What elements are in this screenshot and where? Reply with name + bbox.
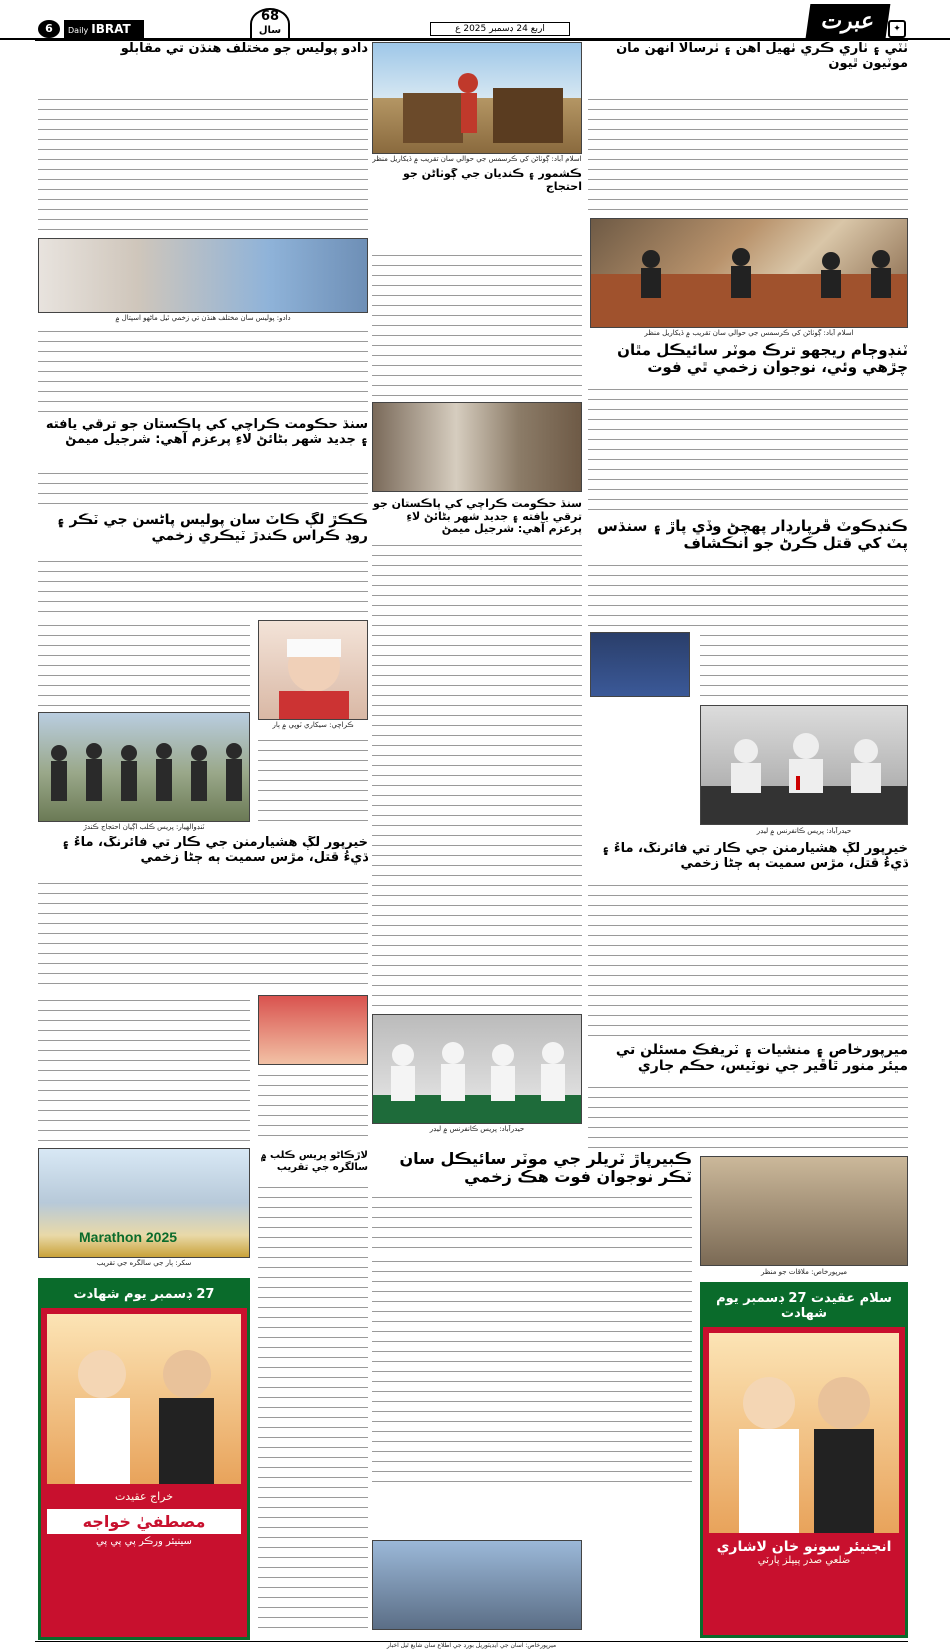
caption-meeting: اسلام آباد: ڳوٺاڻن کي ڪرسمس جي حوالي سان تقريب ۾ ڏيکاريل منظر <box>644 329 854 337</box>
article-text <box>372 1256 692 1486</box>
photo-child-figure <box>259 621 368 720</box>
headline-khairpur: خيرپور لڳ هشيارمنن جي ڪار تي فائرنگ، ماءُ ۽ ڌيءُ قتل، مڙس سميت ٻه ڄڻا زخمي <box>588 842 908 878</box>
photo-inside-house <box>372 402 582 492</box>
ad-right-title: سلام عقيدت 27 ڊسمبر يوم شهادت <box>703 1285 905 1327</box>
photo-press-conference <box>700 705 908 825</box>
ad-right-role: ضلعي صدر پيپلز پارٽي <box>757 1555 851 1566</box>
article-text <box>372 250 582 400</box>
caption-child: ڪراچي: سيکاري ٽوپي ۾ ٻار <box>272 721 354 729</box>
ad-right <box>700 1282 908 1638</box>
footer-text: ميرپورخاص: اسان جي ايڊيٽوريل بورڊ جي اطلاع سان شايع ٿيل اخبار <box>386 1642 557 1649</box>
dateline: اربع 24 ڊسمبر 2025 ع <box>430 22 570 36</box>
ad-right-figures <box>709 1333 899 1533</box>
photo-meeting <box>590 218 908 328</box>
ad-left-name: مصطفيٰ خواجه <box>47 1509 241 1534</box>
headline-middle-2: سنڌ حڪومت ڪراچي کي پاڪستان جو ترقي يافته ۽ جديد شهر بڻائڻ لاءِ پرعزم آهي: شرجيل ميمڻ <box>372 498 582 538</box>
article-text <box>38 556 368 616</box>
photo-crowd-tree <box>372 42 582 154</box>
issue-num-text: 68 <box>260 9 280 24</box>
caption-protest: ٽنڊوالهيار: پريس ڪلب اڳيان احتجاج ڪندڙ <box>83 823 205 831</box>
ad-left-role: سينيئر ورڪر پي پي پي <box>96 1536 192 1547</box>
article-text <box>700 630 908 700</box>
article-text <box>38 326 368 416</box>
photo-marathon <box>38 1148 250 1258</box>
ad-left-portrait <box>47 1314 241 1484</box>
headline-small-1: لاڙڪاڻو پريس ڪلب ۾ سالگره جي تقريب <box>258 1150 368 1180</box>
logo-icon: ✦ <box>888 20 906 38</box>
headline-accident: ٽنڊوڄام ريجهو ترڪ موٽر سائيڪل مٿان چڙهي وئي، نوجوان زخمي ٿي فوت <box>588 342 908 382</box>
photo-injured <box>590 632 690 697</box>
article-text <box>372 1192 692 1252</box>
article-text <box>38 620 250 710</box>
photo-protest <box>38 712 250 822</box>
daily-brand <box>64 20 144 38</box>
brand-latin: IBRAT <box>91 22 131 36</box>
article-text <box>258 1070 368 1145</box>
headline-kabirpur: ڪبيرپاڙ ٽريلر جي موٽر سائيڪل سان ٽڪر نوجوان فوت هڪ زخمي <box>372 1150 692 1190</box>
article-text <box>38 995 250 1145</box>
photo-child <box>258 620 368 720</box>
caption-mirpurkhas: ميرپورخاص: ملاقات جو منظر <box>760 1268 848 1276</box>
ad-left-figures <box>47 1314 243 1484</box>
article-text <box>258 735 368 825</box>
issue-number <box>250 8 290 40</box>
ad-left-title: 27 ڊسمبر يوم شهادت <box>41 1281 247 1308</box>
photo-meeting-figures <box>591 219 908 328</box>
caption-press: حيدرآباد: پريس ڪانفرنس ۾ ليڊر <box>756 827 852 835</box>
article-text <box>588 880 908 1040</box>
caption-crowd: اسلام آباد: ڳوٺاڻن کي ڪرسمس جي حوالي سان تقريب ۾ ڏيکاريل منظر <box>372 155 582 163</box>
photo-clerics <box>372 1014 582 1124</box>
photo-clerics-figures <box>373 1015 582 1124</box>
caption-marathon: سکر: ٻار جي سالگره جي تقريب <box>96 1259 192 1267</box>
caption-hospital: دادو: پوليس سان مختلف هنڌن تي زخمي ٿيل ماڻهو اسپتال ۾ <box>115 314 291 322</box>
article-text <box>588 94 908 214</box>
photo-crowd-figures <box>373 43 582 154</box>
photo-wounded <box>258 995 368 1065</box>
brand-logo: عبرت <box>806 4 891 38</box>
headline-karachi: سنڌ حڪومت ڪراچي کي پاڪستان جو ترقي يافته ۽ جديد شهر بڻائڻ لاءِ پرعزم آهي: شرجيل ميمڻ <box>38 418 368 466</box>
marathon-text: Marathon 2025 <box>79 1229 178 1245</box>
headline-top-left: دادو پوليس جو مختلف هنڌن تي مقابلو <box>38 42 368 92</box>
article-text <box>258 1182 368 1637</box>
article-text <box>38 878 368 993</box>
article-text <box>38 94 368 234</box>
issue-label: سال <box>258 25 282 36</box>
article-text <box>372 540 582 1010</box>
headline-khairpur-left: خيرپور لڳ هشيارمنن جي ڪار تي فائرنگ، ماءُ ۽ ڌيءُ قتل، مڙس سميت ٻه ڄڻا زخمي <box>38 836 368 876</box>
headline-middle-1: ڪشمور ۽ ڪنديان جي ڳوٺاڻن جو احتجاج <box>372 168 582 248</box>
daily-label: Daily <box>68 26 89 35</box>
photo-press-figures <box>701 706 908 825</box>
photo-protest-figures <box>39 713 250 822</box>
article-text <box>588 384 908 514</box>
headline-top-right: ٺٽي ۽ ٺاري ڪري ٺهيل آهن ۽ ٺرسالا انهن مان موٽيون ٿيون <box>588 42 908 92</box>
ad-left-slogan: خراج عقيدت <box>114 1490 174 1503</box>
article-text <box>588 560 908 630</box>
ad-right-name: انجنيئر سونو خان لاشاري <box>716 1539 892 1555</box>
photo-meeting-mirpurkhas <box>700 1156 908 1266</box>
headline-kakar: ڪڪڙ لڳ ڪاٽ سان پوليس پاڻسن جي ٽڪر ۽ روڊ ڪراس ڪندڙ ٽيڪري زخمي <box>38 512 368 554</box>
ad-left <box>38 1278 250 1640</box>
headline-kandhkot: ڪنڊڪوٽ ڦرپارڊار پهچڻ وڏي پاڙ ۽ سنڌس پٽ کي قتل ڪرڻ جو انڪشاف <box>588 518 908 558</box>
ad-right-portrait <box>709 1333 899 1533</box>
article-text <box>588 1082 908 1152</box>
caption-clerics: حيدرآباد: پريس ڪانفرنس ۾ ليڊر <box>429 1125 525 1133</box>
article-text <box>38 468 368 508</box>
photo-group <box>372 1540 582 1630</box>
page-number: 6 <box>38 20 60 38</box>
masthead-rule <box>35 38 908 41</box>
headline-mirpurkhas: ميرپورخاص ۽ منشيات ۽ ٽريفڪ مسئلن تي ميئر منور ٿاڦير جي نوٽيس، حڪم جاري <box>588 1042 908 1080</box>
photo-hospital <box>38 238 368 313</box>
